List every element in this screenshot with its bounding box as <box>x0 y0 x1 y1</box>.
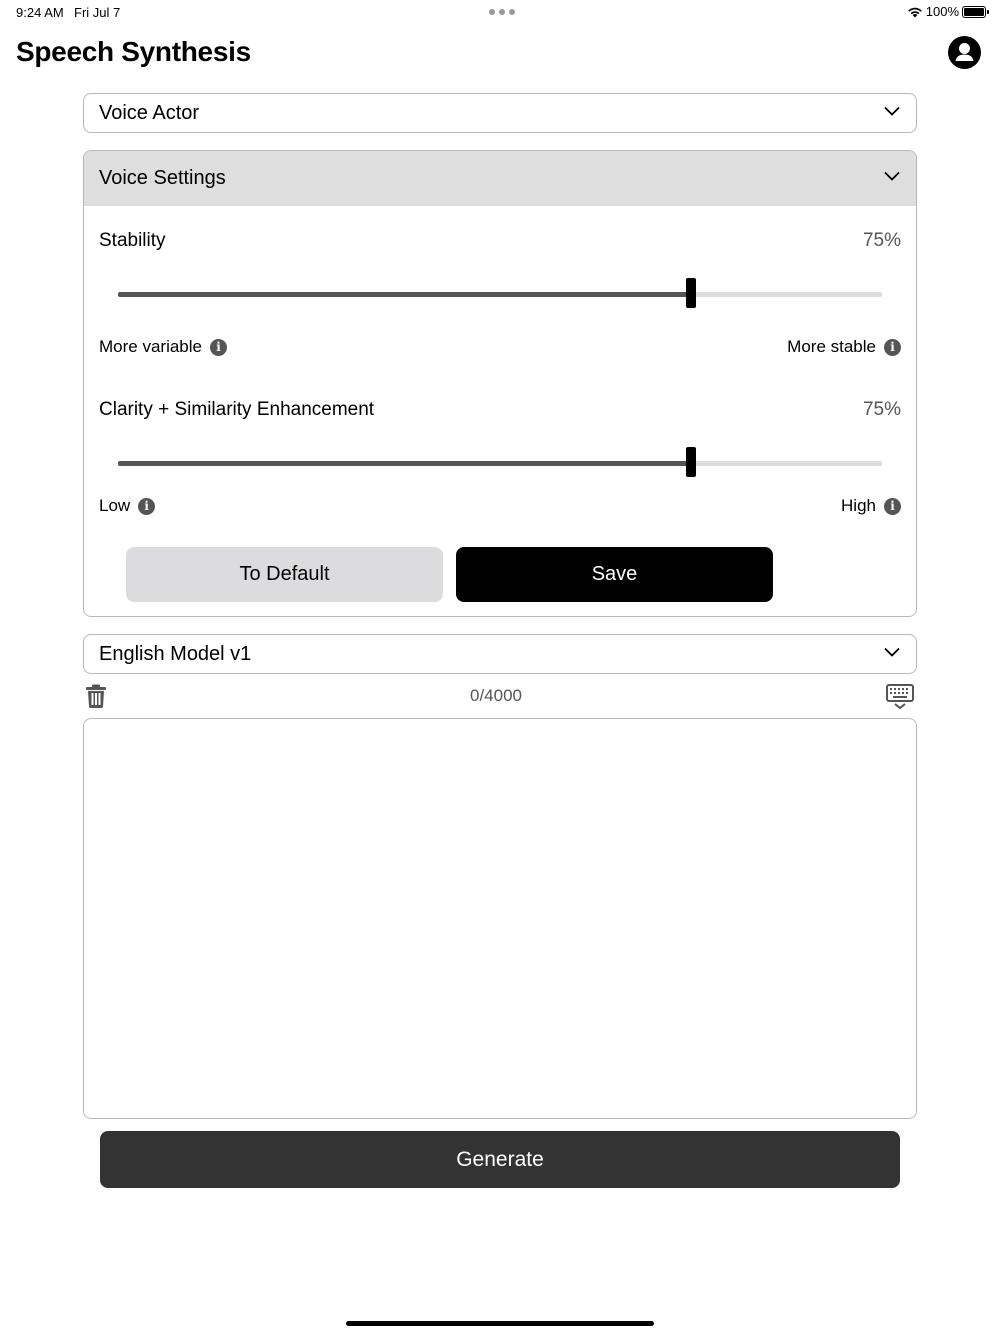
voice-settings-title: Voice Settings <box>99 167 226 189</box>
voice-actor-dropdown[interactable] <box>83 93 917 133</box>
chevron-down-icon <box>884 106 900 116</box>
chevron-down-icon <box>884 647 900 657</box>
status-bar <box>0 0 1000 26</box>
keyboard-dismiss-icon <box>886 684 914 710</box>
info-icon[interactable]: i <box>210 339 227 356</box>
status-date: Fri Jul 7 <box>74 5 121 20</box>
clarity-min-hint <box>99 496 155 516</box>
stability-max-label: More stable <box>787 337 876 356</box>
stability-min-hint <box>99 337 227 357</box>
clarity-max-label: High <box>841 496 876 515</box>
page-title: Speech Synthesis <box>16 36 251 67</box>
info-icon[interactable]: i <box>884 498 901 515</box>
stability-slider-fill <box>118 292 691 297</box>
wifi-icon <box>907 6 923 18</box>
status-time: 9:24 AM <box>16 5 64 20</box>
clarity-min-label: Low <box>99 496 131 515</box>
battery-icon <box>962 6 986 18</box>
voice-settings-toggle[interactable] <box>84 151 916 206</box>
voice-settings-panel <box>83 150 917 617</box>
chevron-down-icon <box>884 171 900 181</box>
profile-button[interactable] <box>948 36 981 69</box>
clarity-max-hint <box>841 496 901 516</box>
stability-label: Stability <box>99 230 166 251</box>
info-icon[interactable]: i <box>138 498 155 515</box>
character-count: 0/4000 <box>470 686 522 705</box>
clarity-slider-thumb[interactable] <box>686 447 696 477</box>
battery-percent: 100% <box>925 4 959 19</box>
stability-value: 75% <box>862 230 901 251</box>
stability-slider-thumb[interactable] <box>686 278 696 308</box>
home-indicator[interactable] <box>346 1321 654 1326</box>
text-input[interactable] <box>83 718 917 1119</box>
clarity-slider[interactable] <box>118 461 882 466</box>
clarity-label: Clarity + Similarity Enhancement <box>99 399 375 420</box>
dismiss-keyboard-button[interactable] <box>886 684 914 715</box>
voice-actor-label: Voice Actor <box>99 102 200 124</box>
clarity-slider-fill <box>118 461 691 466</box>
to-default-button[interactable]: To Default <box>126 547 443 602</box>
save-button[interactable]: Save <box>456 547 773 602</box>
model-label: English Model v1 <box>99 643 252 665</box>
multitasking-dots-icon[interactable] <box>489 9 515 15</box>
stability-max-hint <box>787 337 901 357</box>
stability-slider[interactable] <box>118 292 882 297</box>
generate-button[interactable]: Generate <box>100 1131 900 1188</box>
clarity-value: 75% <box>862 399 901 420</box>
person-circle-icon <box>948 36 981 69</box>
model-dropdown[interactable] <box>83 634 917 674</box>
status-indicators <box>907 4 986 19</box>
stability-min-label: More variable <box>99 337 202 356</box>
info-icon[interactable]: i <box>884 339 901 356</box>
